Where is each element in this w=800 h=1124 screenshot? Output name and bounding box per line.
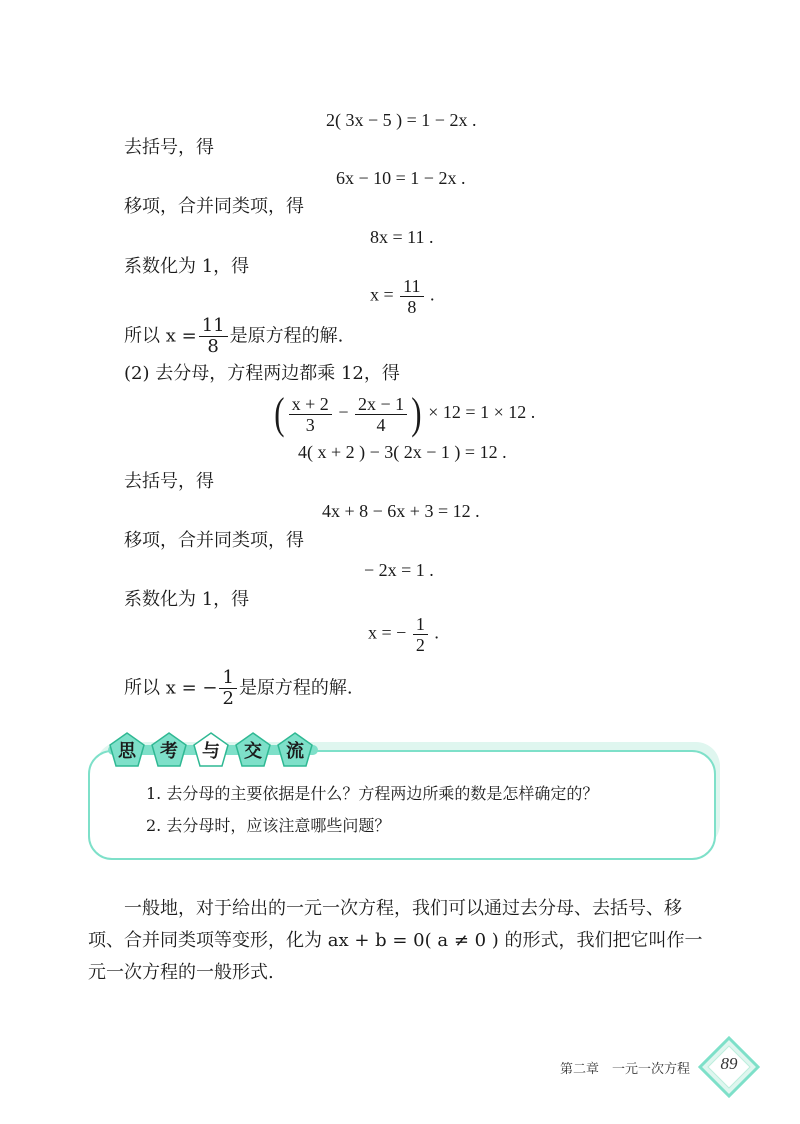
equation-original: 2( 3x − 5 ) = 1 − 2x . [326,110,477,130]
discussion-tag-3 [192,731,230,769]
tag-char: 与 [202,741,220,762]
result-lhs: x = [370,284,394,305]
fraction-numerator: 11 [400,276,423,297]
equation-combined: 8x = 11 . [370,227,434,247]
equation-multiplied [272,389,536,438]
step-expand-label-2: 去括号，得 [124,471,214,492]
left-paren: ( [274,389,285,438]
discussion-question-1: 1. 去分母的主要依据是什么？方程两边所乘的数是怎样确定的？ [146,784,599,803]
equation-expanded-2: 4x + 8 − 6x + 3 = 12 . [322,501,480,521]
fraction-denominator: 3 [305,414,315,435]
result-fraction [413,614,428,655]
summary-paragraph: 一般地，对于给出的一元一次方程，我们可以通过去分母、去括号、移项、合并同类项等变形，化为 ax + b = 0( a ≠ 0 ) 的形式，我们把它叫作一元一次方程的一般形式. [88,898,703,983]
fraction-numerator: 2x − 1 [355,394,407,415]
right-paren: ) [411,389,422,438]
fraction-2 [355,394,407,435]
tag-char: 交 [244,741,262,762]
conclusion-line-2 [124,668,353,709]
equation-cleared: 4( x + 2 ) − 3( 2x − 1 ) = 12 . [298,442,507,462]
discussion-tag-2 [150,731,188,769]
chapter-label: 第二章 一元一次方程 [560,1062,691,1077]
tag-char: 流 [286,741,304,762]
conclusion-pre: 所以 x = [124,325,197,347]
result-end: . [430,284,435,305]
minus-sign: − [338,402,349,423]
step-coefficient-label-2: 系数化为 1，得 [124,589,250,610]
fraction-denominator: 4 [376,414,386,435]
equation-result [370,276,435,317]
result-end: . [434,622,439,643]
result-fraction [400,276,423,317]
conclusion-post: 是原方程的解. [238,677,353,699]
fraction-1 [289,394,332,435]
equation-rhs: × 12 = 1 × 12 . [428,402,536,423]
step-denominator-label: (2) 去分母，方程两边都乘 12，得 [124,363,400,384]
discussion-question-2: 2. 去分母时，应该注意哪些问题？ [146,816,391,835]
page-number: 89 [720,1054,738,1073]
discussion-tag-5 [276,731,314,769]
fraction-numerator: 1 [219,668,236,689]
fraction-numerator: 11 [199,316,228,337]
fraction-denominator: 2 [222,688,234,709]
conclusion-fraction [219,668,236,709]
discussion-tag-1 [108,731,146,769]
equation-combined-2: − 2x = 1 . [364,560,434,580]
conclusion-post: 是原方程的解. [229,325,344,347]
fraction-denominator: 8 [207,336,219,357]
discussion-tag-4 [234,731,272,769]
step-combine-label: 移项，合并同类项，得 [124,196,304,217]
tag-char: 考 [160,741,178,762]
step-coefficient-label: 系数化为 1，得 [124,256,250,277]
fraction-numerator: x + 2 [289,394,332,415]
conclusion-line [124,316,343,357]
step-combine-label-2: 移项，合并同类项，得 [124,530,304,551]
equation-expanded: 6x − 10 = 1 − 2x . [336,168,466,188]
fraction-denominator: 8 [407,297,417,317]
conclusion-pre: 所以 x = − [124,677,218,699]
step-expand-label: 去括号，得 [124,137,214,158]
fraction-numerator: 1 [413,614,428,635]
result-lhs: x = − [368,622,407,643]
conclusion-fraction [199,316,228,357]
fraction-denominator: 2 [415,635,425,655]
equation-result-2 [368,614,439,655]
tag-char: 思 [118,741,136,762]
